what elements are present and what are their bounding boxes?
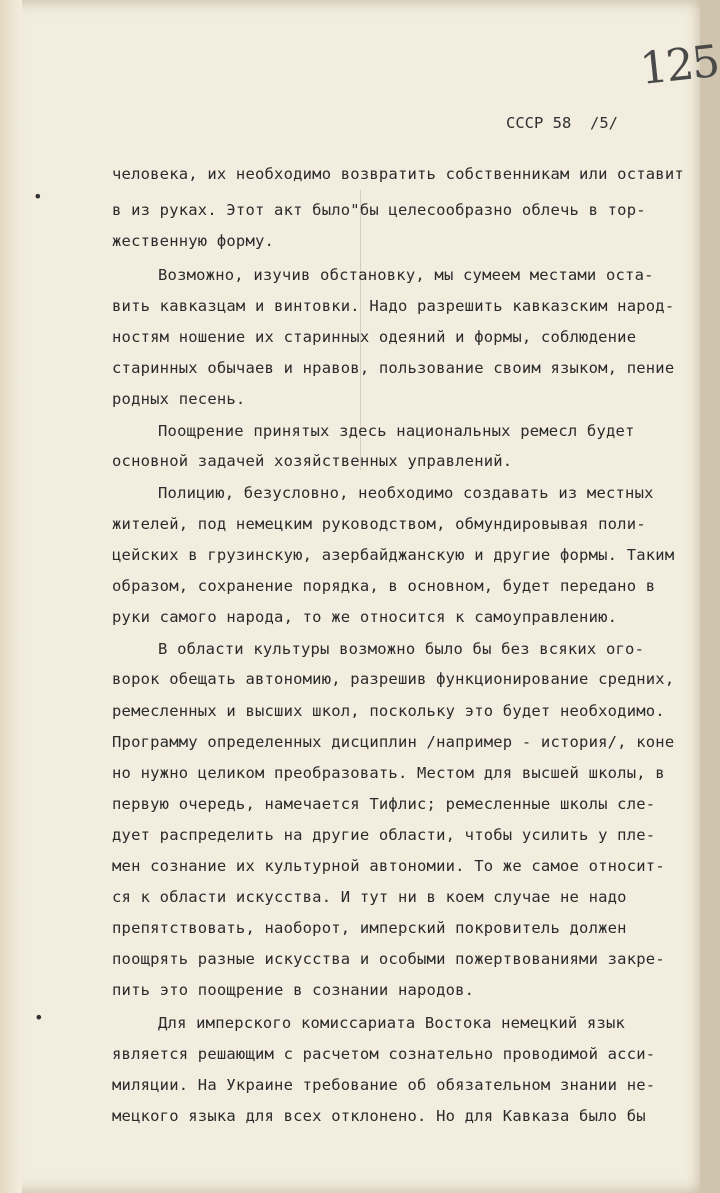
text-line: Поощрение принятых здесь национальных ремесл будет [158, 422, 635, 440]
text-line: жителей, под немецким руководством, обмундировывая поли- [112, 515, 646, 533]
archive-sheet-number: 125 [637, 36, 720, 95]
text-line: дует распределить на другие области, чтобы усилить у пле- [112, 826, 656, 844]
text-line: старинных обычаев и нравов, пользование своим языком, пение [112, 359, 675, 377]
text-line: В области культуры возможно было бы без всяких ого- [158, 640, 645, 658]
text-line: Полицию, безусловно, необходимо создавать из местных [158, 484, 654, 502]
margin-mark: • [34, 1008, 44, 1027]
text-line: мецкого языка для всех отклонено. Но для Кавказа было бы [112, 1107, 646, 1125]
text-line: вить кавказцам и винтовки. Надо разрешить кавказским народ- [112, 297, 675, 315]
text-line: миляции. На Украине требование об обязательном знании не- [112, 1076, 656, 1094]
text-line: но нужно целиком преобразовать. Местом для высшей школы, в [112, 764, 665, 782]
text-line: в из руках. Этот акт было"бы целесообразно облечь в тор- [112, 201, 646, 219]
document-header: СССР 58 /5/ [506, 114, 618, 132]
text-line: ворок обещать автономию, разрешив функционирование средних, [112, 670, 675, 688]
text-line: жественную форму. [112, 232, 275, 250]
margin-mark: • [33, 187, 43, 206]
text-line: Возможно, изучив обстановку, мы сумеем местами оста- [158, 266, 654, 284]
text-line: образом, сохранение порядка, в основном, будет передано в [112, 577, 656, 595]
text-line: поощрять разные искусства и особыми пожертвованиями закре- [112, 950, 665, 968]
text-line: человека, их необходимо возвратить собственникам или оставит [112, 165, 684, 183]
text-line: ся к области искусства. И тут ни в коем случае не надо [112, 888, 627, 906]
text-line: ремесленных и высших школ, поскольку это будет необходимо. [112, 702, 665, 720]
text-line: первую очередь, намечается Тифлис; ремесленные школы сле- [112, 795, 656, 813]
text-line: пить это поощрение в сознании народов. [112, 981, 475, 999]
text-line: ностям ношение их старинных одеяний и формы, соблюдение [112, 328, 637, 346]
text-line: Программу определенных дисциплин /например - история/, коне [112, 733, 675, 751]
text-line: основной задачей хозяйственных управлений. [112, 452, 513, 470]
text-line: препятствовать, наоборот, имперский покровитель должен [112, 919, 627, 937]
text-line: руки самого народа, то же относится к самоуправлению. [112, 608, 618, 626]
text-line: цейских в грузинскую, азербайджанскую и другие формы. Таким [112, 546, 675, 564]
text-line: мен сознание их культурной автономии. То же самое относит- [112, 857, 665, 875]
text-line: Для имперского комиссариата Востока немецкий язык [158, 1014, 626, 1032]
text-line: родных песень. [112, 390, 246, 408]
text-line: является решающим с расчетом сознательно проводимой асси- [112, 1045, 656, 1063]
page-left-edge [0, 0, 22, 1193]
